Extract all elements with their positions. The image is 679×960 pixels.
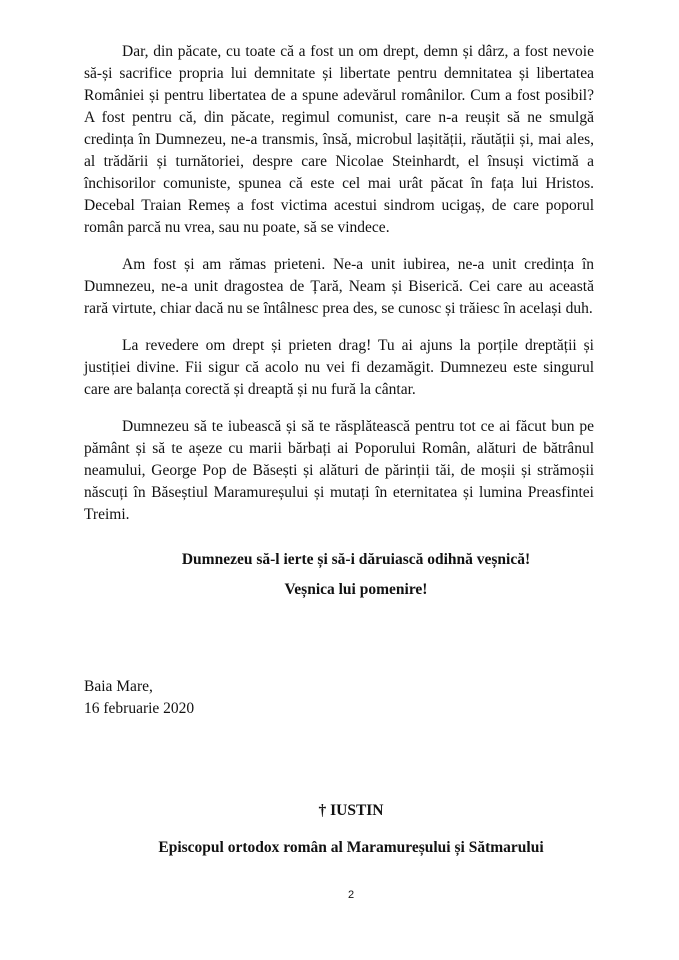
- page-number: 2: [347, 889, 355, 901]
- paragraph-2: Am fost și am rămas prieteni. Ne-a unit iubirea, ne-a unit credința în Dumnezeu, ne-a unit dragostea de Țară, Neam și Biserică. Cei care au această rară virtute, chiar dacă nu se întâlnesc prea des, se cunosc și trăiesc în același duh.: [84, 256, 594, 317]
- closing-blessing: [84, 549, 594, 609]
- date: 16 februarie 2020: [84, 700, 195, 717]
- paragraph-1: Dar, din păcate, cu toate că a fost un om drept, demn și dârz, a fost nevoie să-și sacrifice propria lui demnitate și libertate pentru demnitatea și libertatea României și pentru libertatea de a spune adevărul românilor. Cum a fost posibil? A fost pentru că, din păcate, regimul comunist, care n-a reușit să ne smulgă credința în Dumnezeu, ne-a transmis, însă, microbul lașității, răutății și, mai ales, al trădării și turnătoriei, despre care Nicolae Steinhardt, el însuși victimă a închisorilor comuniste, spunea că este cel mai urât păcat în fața lui Hristos. Decebal Traian Remeș a fost victima acestui sindrom ucigaș, de care poporul român parcă nu vrea, sau nu poate, să se vindece.: [84, 43, 594, 236]
- place-date: [84, 676, 194, 720]
- signatory-name: † IUSTIN: [318, 802, 384, 819]
- letter-body: [84, 41, 594, 541]
- signatory-title: Episcopul ortodox român al Maramureșului și Sătmarului: [158, 839, 544, 856]
- paragraph-3: La revedere om drept și prieten drag! Tu ai ajuns la porțile dreptății și justiției divine. Fii sigur că acolo nu vei fi dezamăgit. Dumnezeu este singurul care are balanța corectă și dreaptă și nu fură la cântar.: [84, 337, 594, 398]
- place: Baia Mare,: [84, 678, 153, 695]
- signature-block: [84, 800, 594, 859]
- paragraph-4: Dumnezeu să te iubească și să te răsplătească pentru tot ce ai făcut bun pe pământ și să te așeze cu marii bărbați ai Poporului Român, alături de bătrânul neamului, George Pop de Băsești și alături de părinții tăi, de moșii și strămoșii născuți în Băseștiul Maramureșului și mutați în eternitatea și lumina Preasfintei Treimi.: [84, 418, 594, 523]
- closing-line-1: Dumnezeu să-l ierte și să-i dăruiască odihnă veșnică!: [181, 551, 531, 568]
- closing-line-2: Veșnica lui pomenire!: [284, 581, 428, 598]
